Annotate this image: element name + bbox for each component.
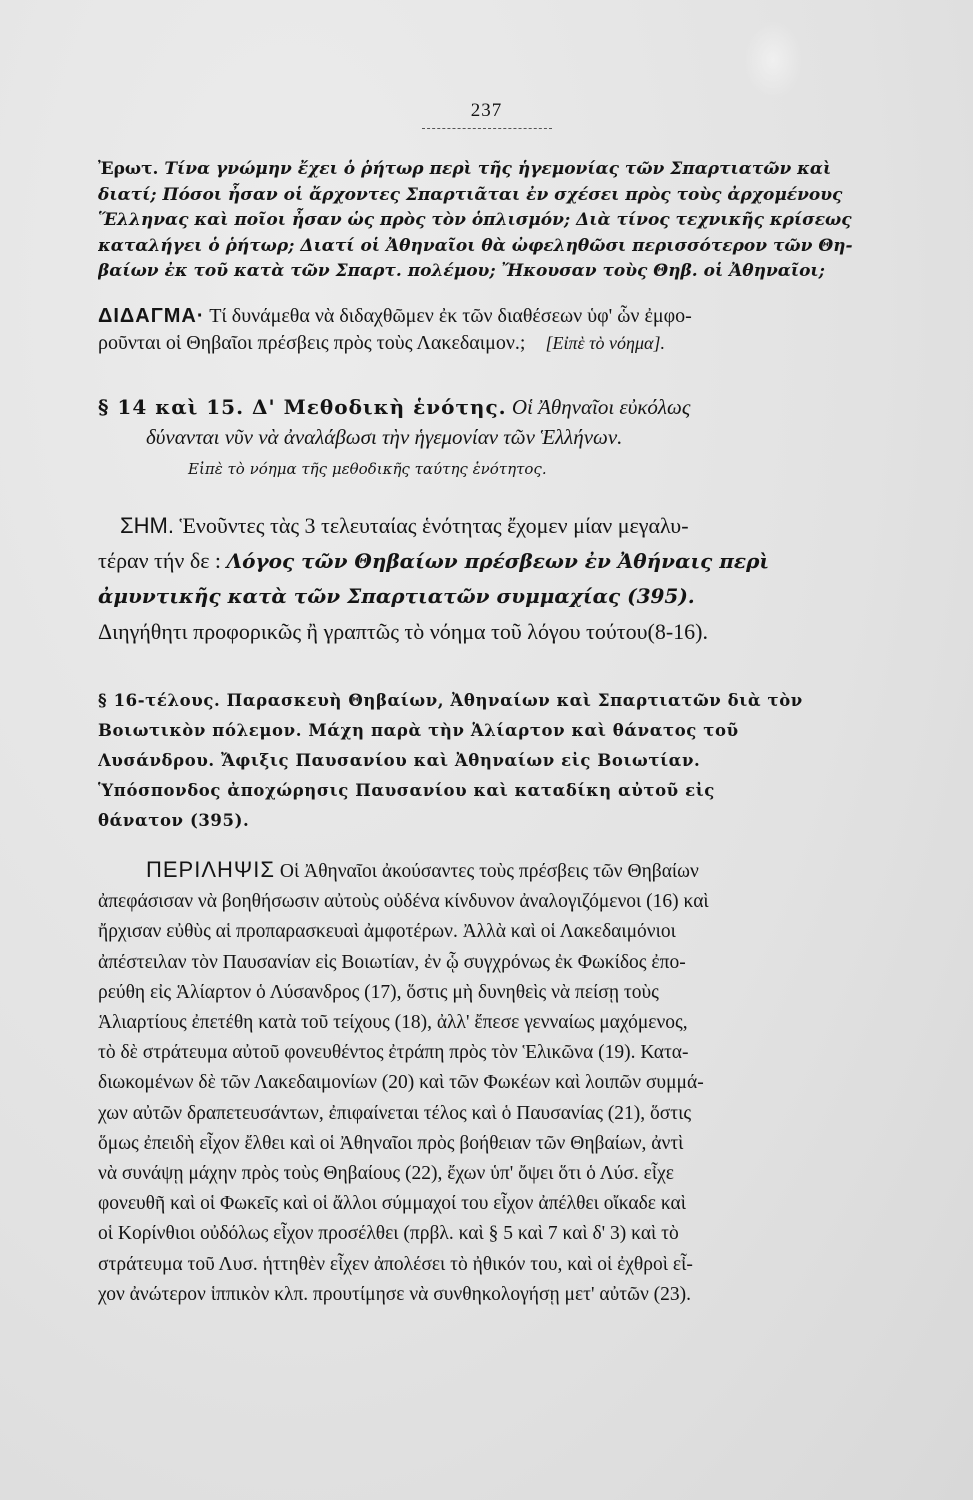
summary-line: τὸ δὲ στράτευμα αὐτοῦ φονευθέντος ἐτράπη πρὸς τὸν Ἑλικῶνα (19). Κατα- [98, 1042, 689, 1064]
note-line [98, 508, 868, 543]
summary-block [98, 855, 868, 1310]
section-16-line: Ὑπόσπονδος ἀποχώρησις Παυσανίου καὶ καταδίκη αὐτοῦ εἰς [98, 781, 715, 800]
didagma-label: ΔΙΔΑΓΜΑ· [98, 305, 205, 327]
speech-title: Λόγος τῶν Θηβαίων πρέσβεων ἐν Ἀθήναις περὶ [226, 549, 770, 573]
summary-line: ὅμως ἐπειδὴ εἶχον ἔλθει καὶ οἱ Ἀθηναῖοι πρὸς βοήθειαν τῶν Θηβαίων, ἀντὶ [98, 1132, 684, 1154]
summary-line: φονευθῆ καὶ οἱ Φωκεῖς καὶ οἱ ἄλλοι σύμμαχοί του εἶχον ἀπέλθει οἴκαδε καὶ [98, 1193, 686, 1215]
didagma-line [98, 330, 868, 357]
section-heading-line [98, 392, 868, 422]
section-instruction: Εἰπὲ τὸ νόημα τῆς μεθοδικῆς ταύτης ἑνότητος. [188, 460, 547, 478]
note-label: ΣΗΜ. [120, 513, 174, 538]
note-line [98, 543, 868, 579]
summary-line: νὰ συνάψῃ μάχην πρὸς τοὺς Θηβαίους (22), ἔχων ὑπ' ὄψει ὅτι ὁ Λύσ. εἶχε [98, 1163, 674, 1185]
section-16-line: § 16-τέλους. Παρασκευὴ Θηβαίων, Ἀθηναίων καὶ Σπαρτιατῶν διὰ τὸν [98, 691, 803, 710]
summary-line: χων αὐτῶν δραπετευσάντων, ἐπιφαίνεται τέλος καὶ ὁ Παυσανίας (21), ὅστις [98, 1102, 692, 1124]
section-instruction-line [98, 452, 868, 484]
summary-line: οἱ Κορίνθιοι οὐδόλως εἶχον προσέλθει (πρβλ. καὶ § 5 καὶ 7 καὶ δ' 3) καὶ τὸ [98, 1223, 679, 1245]
header-rule [422, 128, 552, 129]
didagma-instruction: [Εἰπὲ τὸ νόημα]. [545, 333, 665, 353]
summary-label: ΠΕΡΙΛΗΨΙΣ [146, 857, 276, 882]
summary-line: ἤρχισαν εὐθὺς αἱ προπαρασκευαὶ ἀμφοτέρων. Ἀλλὰ καὶ οἱ Λακεδαιμόνιοι [98, 921, 676, 943]
summary-line: ρεύθη εἰς Ἁλίαρτον ὁ Λύσανδρος (17), ὅστις μὴ δυνηθεὶς νὰ πείσῃ τοὺς [98, 981, 659, 1003]
note-line: Διηγήθητι προφορικῶς ἢ γραπτῶς τὸ νόημα τοῦ λόγου τούτου(8-16). [98, 619, 709, 644]
question-line: διατί; Πόσοι ἦσαν οἱ ἄρχοντες Σπαρτιᾶται ἐν σχέσει πρὸς τοὺς ἀρχομένους [98, 184, 843, 205]
summary-text: Οἱ Ἀθηναῖοι ἀκούσαντες τοὺς πρέσβεις τῶν Θηβαίων [279, 861, 699, 882]
speech-title-line: ἀμυντικῆς κατὰ τῶν Σπαρτιατῶν συμμαχίας (395). [98, 584, 695, 608]
question-line: Ἕλληνας καὶ ποῖοι ἦσαν ὡς πρὸς τὸν ὁπλισμόν; Διὰ τίνος τεχνικῆς κρίσεως [98, 210, 852, 230]
section-heading: § 14 καὶ 15. Δ' Μεθοδικὴ ἑνότης. [98, 395, 507, 419]
question-line: καταλήγει ὁ ῥήτωρ; Διατί οἱ Ἀθηναῖοι θὰ ὠφεληθῶσι περισσότερον τῶν Θη- [98, 235, 853, 256]
didagma-line [98, 303, 868, 330]
summary-line: ἀπέστειλαν τὸν Παυσανίαν εἰς Βοιωτίαν, ἐν ᾧ συγχρόνως ἐκ Φωκίδος ἐπο- [98, 951, 686, 973]
question-line: βαίων ἐκ τοῦ κατὰ τῶν Σπαρτ. πολέμου; Ἤκουσαν τοὺς Θηβ. οἱ Ἀθηναῖοι; [98, 261, 825, 281]
didagma-block [98, 303, 868, 357]
note-block [98, 508, 868, 649]
section-16-line: θάνατον (395). [98, 811, 250, 830]
question-text: Τίνα γνώμην ἔχει ὁ ῥήτωρ περὶ τῆς ἡγεμονίας τῶν Σπαρτιατῶν καὶ [164, 159, 832, 179]
note-text: τέραν τήν δε : [98, 548, 222, 573]
question-label: Ἐρωτ. [98, 159, 159, 179]
summary-line: ἀπεφάσισαν νὰ βοηθήσωσιν αὐτοὺς οὐδένα κίνδυνον ἀναλογιζόμενοι (16) καὶ [98, 891, 709, 913]
section-14-15 [98, 392, 868, 484]
section-text: Οἱ Ἀθηναῖοι εὐκόλως [511, 395, 691, 419]
page-smudge [743, 20, 803, 100]
note-text: Ἑνοῦντες τὰς 3 τελευταίας ἑνότητας ἔχομεν μίαν μεγαλυ- [179, 513, 689, 538]
summary-line [98, 855, 868, 887]
section-16-line: Βοιωτικὸν πόλεμον. Μάχη παρὰ τὴν Ἁλίαρτον καὶ θάνατος τοῦ [98, 721, 739, 740]
question-block [98, 157, 868, 285]
page-number: 237 [470, 100, 503, 121]
section-16 [98, 686, 868, 836]
summary-line: στράτευμα τοῦ Λυσ. ἡττηθὲν εἶχεν ἀπολέσει τὸ ἠθικόν του, καὶ οἱ ἐχθροὶ εἶ- [98, 1253, 693, 1275]
summary-line: διωκομένων δὲ τῶν Λακεδαιμονίων (20) καὶ τῶν Φωκέων καὶ λοιπῶν συμμά- [98, 1072, 704, 1094]
summary-line: χον ἀνώτερον ἱππικὸν κλπ. προυτίμησε νὰ συνθηκολογήσῃ μετ' αὐτῶν (23). [98, 1283, 691, 1305]
summary-line: Ἁλιαρτίους ἐπετέθη κατὰ τοῦ τείχους (18), ἀλλ' ἔπεσε γενναίως μαχόμενος, [98, 1012, 688, 1034]
didagma-text: Τί δυνάμεθα νὰ διδαχθῶμεν ἐκ τῶν διαθέσεων ὑφ' ὧν ἐμφο- [209, 305, 692, 327]
section-16-line: Λυσάνδρου. Ἄφιξις Παυσανίου καὶ Ἀθηναίων εἰς Βοιωτίαν. [98, 751, 701, 770]
section-text-line: δύνανται νῦν νὰ ἀναλάβωσι τὴν ἡγεμονίαν τῶν Ἑλλήνων. [146, 425, 623, 449]
didagma-text: ροῦνται οἱ Θηβαῖοι πρέσβεις πρὸς τοὺς Λακεδαιμον.; [98, 332, 526, 354]
question-line [98, 157, 868, 183]
